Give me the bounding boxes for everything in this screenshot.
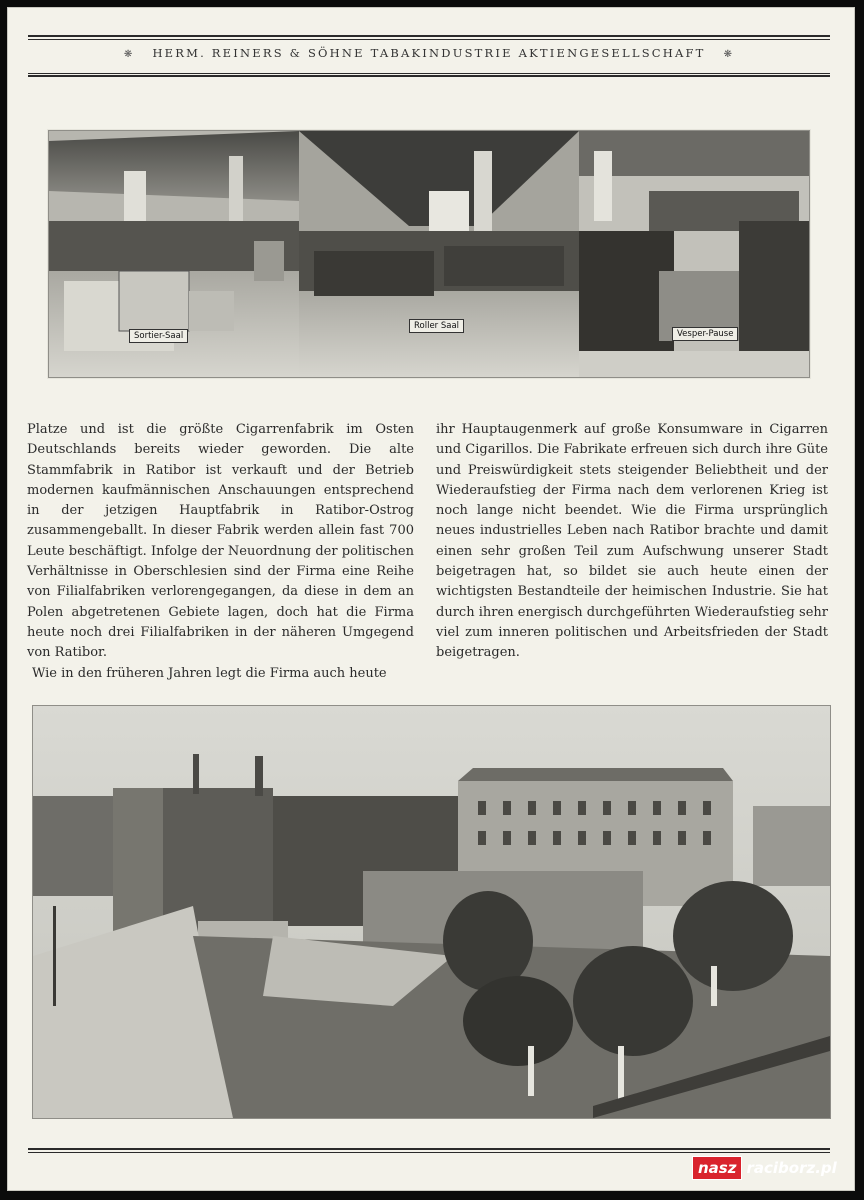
header-rule-top-thin	[28, 39, 830, 40]
text-column-left	[27, 420, 414, 684]
page-header-title: HERM. REINERS & SÖHNE TABAKINDUSTRIE AKTIENGESELLSCHAFT	[152, 46, 706, 60]
logo-part-domain: raciborz.pl	[746, 1159, 837, 1177]
logo-part-nasz: nasz	[692, 1156, 742, 1180]
footer-rule	[28, 1148, 830, 1150]
ornament-right: ❋	[723, 49, 735, 60]
paragraph: Wie in den früheren Jahren legt die Firma auch heute	[32, 665, 387, 681]
page	[7, 7, 855, 1191]
paragraph: Platze und ist die größte Cigarrenfabrik im Osten Deutschlands bereits wieder geworden. Die alte Stammfabrik in Ratibor ist verkauft und der Betrieb modernen kaufmännischen Anschauungen entsprechend in der jetzigen Hauptfabrik in Ratibor-Ostrog zusammengeballt. In dieser Fabrik werden allein fast 700 Leute beschäftigt. Infolge der Neuordnung der politischen Verhältnisse in Oberschlesien sind der Firma eine Reihe von Filialfabriken verlorengegangen, da diese in dem an Polen abgetretenen Gebiete lagen, doch hat die Firma heute noch drei Filialfabriken in der näheren Umgegend von Ratibor.	[27, 422, 414, 661]
panorama-photo	[48, 130, 810, 378]
footer-rule-thin	[28, 1152, 830, 1153]
text-column-right	[436, 420, 828, 664]
header-rule-bottom-thin	[28, 73, 830, 74]
page-header	[28, 46, 830, 60]
site-logo	[692, 1155, 846, 1181]
ornament-left: ❋	[123, 49, 135, 60]
caption-sortier-saal: Sortier-Saal	[129, 329, 188, 343]
paragraph: ihr Hauptaugenmerk auf große Konsumware in Cigarren und Cigarillos. Die Fabrikate erfreuen sich durch ihre Güte und Preiswürdigkeit stets steigender Beliebtheit und der Wiederaufstieg der Firma nach dem verlorenen Krieg ist noch lange nicht beendet. Wie die Firma ursprünglich neues industrielles Leben nach Ratibor brachte und damit einen sehr großen Teil zum Aufschwung unserer Stadt beigetragen hat, so bildet sie auch heute einen der wichtigsten Bestandteile der heimischen Industrie. Sie hat durch ihren energisch durchgeführten Wiederaufstieg sehr viel zum inneren politischen und Arbeitsfrieden der Stadt beigetragen.	[436, 422, 828, 661]
header-rule-bottom	[28, 75, 830, 77]
caption-roller-saal: Roller Saal	[409, 319, 464, 333]
factory-photo	[32, 705, 831, 1119]
factory-image	[33, 706, 830, 1118]
caption-vesper-pause: Vesper-Pause	[672, 327, 738, 341]
header-rule-top	[28, 35, 830, 37]
